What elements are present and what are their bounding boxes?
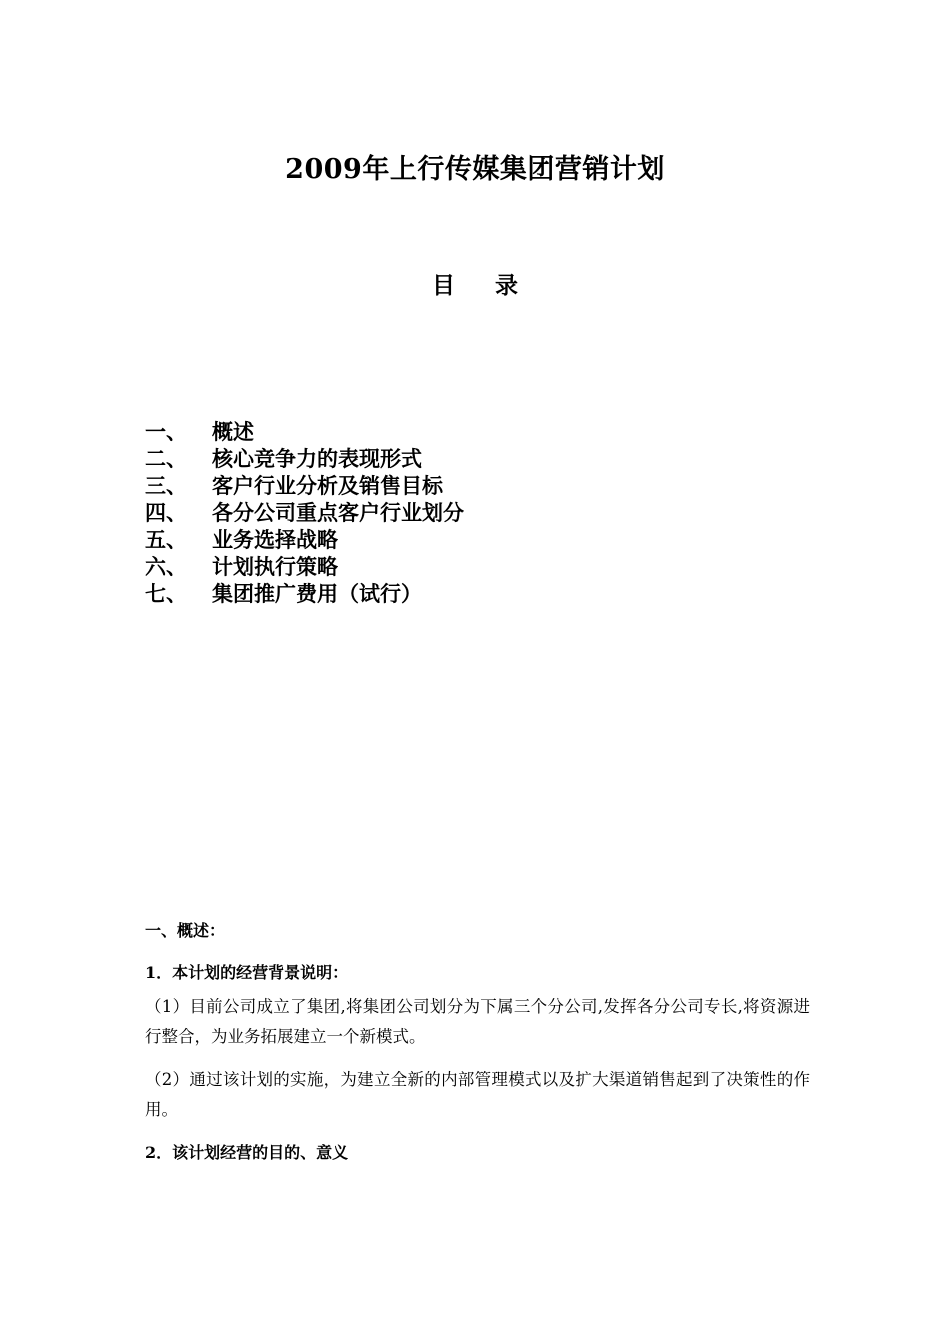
toc-item-number: 一、 (145, 419, 187, 444)
toc-item-label: 核心竞争力的表现形式 (212, 446, 422, 471)
toc-item-label: 业务选择战略 (212, 527, 338, 552)
toc-heading-left: 目 (432, 272, 455, 299)
toc-item[interactable] (145, 553, 745, 580)
toc-item-label: 计划执行策略 (212, 554, 338, 579)
toc-item-label: 各分公司重点客户行业划分 (212, 500, 464, 525)
subsection-heading: 1．本计划的经营背景说明： (145, 963, 349, 982)
toc-heading-right: 录 (495, 272, 518, 299)
toc-item-number: 五、 (145, 527, 187, 552)
toc-heading (0, 267, 950, 300)
document-title: 2009年上行传媒集团营销计划 (285, 154, 665, 185)
toc-item-number: 四、 (145, 500, 187, 525)
toc-item-number: 二、 (145, 446, 187, 471)
toc-item-label: 客户行业分析及销售目标 (212, 473, 443, 498)
toc-item[interactable] (145, 526, 745, 553)
toc-item[interactable] (145, 445, 745, 472)
toc-item[interactable] (145, 418, 745, 445)
toc-item-number: 七、 (145, 581, 187, 606)
toc-item[interactable] (145, 472, 745, 499)
subsection-heading: 2．该计划经营的目的、意义 (145, 1143, 349, 1162)
section-heading: 一、概述： (145, 921, 226, 940)
toc-item[interactable] (145, 499, 745, 526)
toc-item[interactable] (145, 580, 745, 607)
toc-item-label: 概述 (212, 419, 254, 444)
toc-item-number: 六、 (145, 554, 187, 579)
table-of-contents (145, 418, 745, 607)
paragraph: （1）目前公司成立了集团,将集团公司划分为下属三个分公司,发挥各分公司专长,将资源进行整合，为业务拓展建立一个新模式。 (145, 997, 810, 1046)
toc-item-label: 集团推广费用（试行） (212, 581, 422, 606)
paragraph: （2）通过该计划的实施，为建立全新的内部管理模式以及扩大渠道销售起到了决策性的作用。 (145, 1070, 810, 1119)
toc-item-number: 三、 (145, 473, 187, 498)
